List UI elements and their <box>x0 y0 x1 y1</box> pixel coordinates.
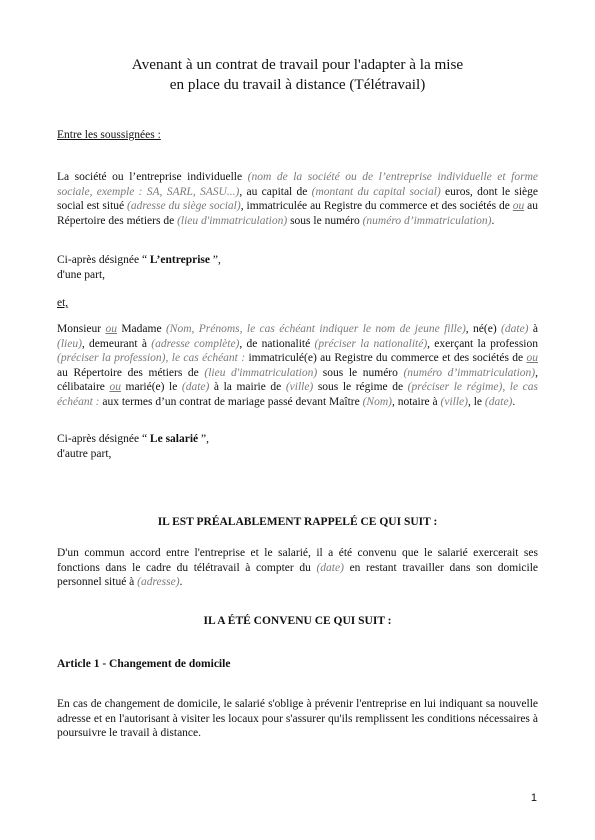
parties-heading: Entre les soussignées : <box>57 129 161 141</box>
title-line-1: Avenant à un contrat de travail pour l'adapter à la mise <box>131 56 464 73</box>
placeholder-company-name: (nom de la société ou de l’entreprise individuelle et forme sociale, exemple : SA, SARL, SASU...) <box>57 171 538 198</box>
company-paragraph: La société ou l’entreprise individuelle (nom de la société ou de l’entreprise individuelle et forme sociale, exemple : SA, SARL, SASU...), au capital de (montant du capital social) euros, dont le siège social est situé (adresse du siège social), immatriculée au Registre du commerce et des sociétés de ou au Répertoire des métiers de (lieu d'immatriculation) sous le numéro (numéro d’immatriculation). <box>57 171 539 227</box>
article-1-heading: Article 1 - Changement de domicile <box>57 658 231 670</box>
title-line-2: en place du travail à distance (Télétravail) <box>169 76 426 93</box>
employee-paragraph: Monsieur ou Madame (Nom, Prénoms, le cas échéant indiquer le nom de jeune fille), né(e) (date) à (lieu), demeurant à (adresse complète), de nationalité (préciser la nationalité), exerçant la profession (préciser la profession), le cas échéant : immatriculé(e) au Registre du commerce et des sociétés de ou au Répertoire des métiers de (lieu d'immatriculation) sous le numéro (numéro d’immatriculation), célibataire ou marié(e) le (date) à la mairie de (ville) sous le régime de (préciser le régime), le cas échéant : aux termes d’un contrat de mariage passé devant Maître (Nom), notaire à (ville), le (date). <box>57 323 538 408</box>
recital-paragraph: D'un commun accord entre l'entreprise et le salarié, il a été convenu que le salarié exercerait ses fonctions dans le cadre du télétravail à compter du (date) en restant travailler dans son domicile personnel situé à (adresse). <box>57 547 538 589</box>
recital-heading: IL EST PRÉALABLEMENT RAPPELÉ CE QUI SUIT : <box>157 516 438 528</box>
and-label: et, <box>57 297 69 309</box>
company-designation: Ci-après désignée “ L’entreprise ”, d'une part, <box>57 254 221 281</box>
document-title <box>57 55 538 95</box>
placeholder-registration-place: (lieu d'immatriculation) <box>177 214 288 227</box>
placeholder-hq-address: (adresse du siège social) <box>127 200 241 213</box>
placeholder-capital: (montant du capital social) <box>311 185 441 198</box>
page-number: 1 <box>530 792 537 804</box>
article-1-text: En cas de changement de domicile, le salarié s'oblige à prévenir l'entreprise en lui indiquant sa nouvelle adresse et en l'autorisant à visiter les locaux pour s'assurer qu'ils remplissent les conditions nécessaires à poursuivre le travail à distance. <box>57 698 538 740</box>
employee-designation: Ci-après désignée “ Le salarié ”, d'autre part, <box>57 433 210 460</box>
placeholder-registration-number: (numéro d’immatriculation) <box>362 214 492 227</box>
agreed-heading: IL A ÉTÉ CONVENU CE QUI SUIT : <box>203 615 392 627</box>
